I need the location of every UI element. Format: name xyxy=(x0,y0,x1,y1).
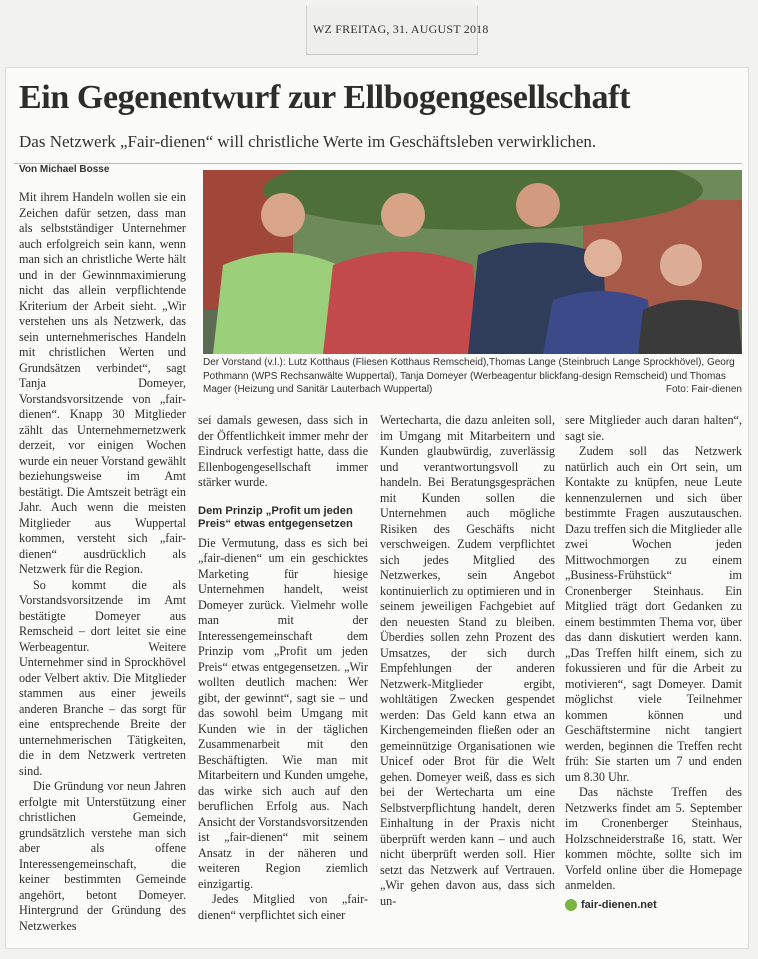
newspaper-header-tag xyxy=(306,6,489,55)
paragraph: Mit ihrem Handeln wollen sie ein Zeichen dafür setzen, dass man als selbstständiger Unternehmer auch erfolgreich sein kann, wenn man sich an christliche Werte hält und in der Gewinnmaximierung nicht das allein verpflichtende Kriterium der Arbeit sieht. „Wir verstehen uns als Netzwerk, das sein unternehmerisches Handeln mit christlichen Werten und Grundsätzen verbindet“, sagt Tanja Domeyer, Vorstandsvorsitzende von „fair-dienen“. Knapp 30 Mitglieder zählt das Unternehmernetzwerk derzeit, vor einigen Wochen wurde ein neuer Vorstand gewählt beziehungsweise im Amt bestätigt. Die Amtszeit beträgt ein Jahr. Auch wenn die meisten Mitglieder aus Wuppertal kommen, versteht sich „fair-dienen“ ausdrücklich als Netzwerk für die Region. xyxy=(19,190,186,576)
paragraph: sere Mitglieder auch daran halten“, sagt sie. xyxy=(565,413,742,443)
photo-illustration xyxy=(203,170,742,354)
paragraph: Wertecharta, die dazu anleiten soll, im Umgang mit Mitarbeitern und Kunden glaubwürdig, zuverlässig und verantwortungsvoll zu handeln. Bei Beratungsgesprächen mit Kunden sollen die Unternehmen auch mögliche Risiken des Geschäfts nicht verschweigen. Zudem verpflichtet sich jedes Mitglied des Netzwerkes, sein Angebot kontinuierlich zu optimieren und in seinem jeweiligen Fachgebiet auf den neuesten Stand zu bleiben. Überdies sollen zehn Prozent des Umsatzes, der sich durch Empfehlungen der anderen Netzwerk-Mitglieder ergibt, wohltätigen Zwecken gespendet werden: Das Geld kann etwa an Kirchengemeinden fließen oder an gemeinnützige Organisationen wie Unicef oder Brot für die Welt gehen. Domeyer weiß, dass es sich bei der Wertecharta um eine Selbstverpflichtung handelt, deren Einhaltung in der Praxis nicht überprüft werden kann – und auch nicht überprüft werden soll. Hier setzt das Netzwerk auf Vertrauen. „Wir gehen davon aus, dass sich un- xyxy=(380,413,555,908)
paragraph: sei damals gewesen, dass sich in der Öffentlichkeit immer mehr der Eindruck verfestigt hatte, dass die Ellenbogengesellschaft immer stärker wurde. xyxy=(198,413,368,489)
byline: Von Michael Bosse xyxy=(19,164,110,175)
paragraph: Die Vermutung, dass es sich bei „fair-dienen“ um ein geschicktes Marketing für hiesige Unternehmen handelt, weist Domeyer zurück. Vielmehr wolle man mit der Interessengemeinschaft dem Prinzip vom „Profit um jeden Preis“ etwas entgegensetzen. „Wir wollten deutlich machen: Wer gibt, der gewinnt“, sagt sie – und das sowohl beim Umgang mit Kunden wie in der täglichen Zusammenarbeit mit den Beschäftigten. Wie man mit Mitarbeitern und Kunden umgehe, das wirke sich auch auf den beruflichen Erfolg aus. Nach Ansicht der Vorstandsvorsitzenden ist „fair-dienen“ mit seinem Ansatz in der näheren und weiteren Region ziemlich einzigartig. xyxy=(198,535,368,891)
website-link[interactable] xyxy=(565,898,742,914)
paragraph: Das nächste Treffen des Netzwerks findet am 5. September im Cronenberger Steinhaus, Holzschneiderstraße 16, statt. Wer kommen möchte, sollte sich im Vorfeld online über die Homepage anmelden. xyxy=(565,785,742,892)
article-headline: Ein Gegenentwurf zur Ellbogengesellschaft xyxy=(19,79,631,116)
globe-icon xyxy=(565,899,577,911)
photo-caption-text: Der Vorstand (v.l.): Lutz Kotthaus (Fliesen Kotthaus Remscheid),Thomas Lange (Steinbruch Lange Sprockhövel), Georg Pothmann (WPS Rechsanwälte Wuppertal), Tanja Domeyer (Werbeagentur blickfang-design Remscheid) und Thomas Mager (Heizung und Sanitär Lauterbach Wuppertal) xyxy=(203,357,735,395)
text-column-2 xyxy=(198,413,368,923)
text-column-1 xyxy=(19,190,186,934)
paragraph: Zudem soll das Netzwerk natürlich auch ein Ort sein, um Kontakte zu knüpfen, neue Leute kennenzulernen und sich über bestimmte Fragen auszutauschen. Dazu treffen sich die Mitglieder alle zwei Wochen jeden Mittwochmorgen zu einem „Business-Frühstück“ im Cronenberger Steinhaus. Ein Mitglied trägt dort Gedanken zu einem bestimmten Thema vor, über das dann diskutiert werden kann. „Das Treffen hilft einem, sich zu fokussieren und für die Arbeit zu motivieren“, sagt Domeyer. Damit möglichst viele Teilnehmer kommen können und Geschäftstermine nicht tangiert werden, beginnen die Treffen recht früh: Sie starten um 7 und enden um 8.30 Uhr. xyxy=(565,444,742,784)
newspaper-date: WZ FREITAG, 31. AUGUST 2018 xyxy=(313,22,489,36)
text-column-4 xyxy=(565,413,742,913)
photo-caption xyxy=(203,356,742,397)
divider xyxy=(14,163,742,164)
text-column-3 xyxy=(380,413,555,909)
paragraph: So kommt die als Vorstandsvorsitzende im Amt bestätigte Domeyer aus Remscheid – dort leitet sie eine Werbeagentur. Weitere Unternehmer sind in Sprockhövel oder Velbert aktiv. Die Mitglieder stammen aus einer jeweils anderen Branche – das sorgt für eine entsprechende Breite der unternehmerischen Tätigkeiten, die in dem Netzwerk vertreten sind. xyxy=(19,577,186,778)
paragraph: Die Gründung vor neun Jahren erfolgte mit Unterstützung einer christlichen Gemeinde, grundsätzlich verstehe man sich aber als offene Interessengemeinschaft, die keiner bestimmten Gemeinde angehört, betont Domeyer. Hintergrund der Gründung des Netzwerkes xyxy=(19,779,186,933)
photo-credit: Foto: Fair-dienen xyxy=(665,384,742,395)
paragraph: Jedes Mitglied von „fair-dienen“ verpflichtet sich einer xyxy=(198,892,368,922)
section-subheading: Dem Prinzip „Profit um jeden Preis“ etwas entgegensetzen xyxy=(198,504,353,530)
board-group-photo xyxy=(203,170,742,354)
website-text: fair-dienen.net xyxy=(581,898,657,911)
article-subheadline: Das Netzwerk „Fair-dienen“ will christliche Werte im Geschäftsleben verwirklichen. xyxy=(19,132,597,151)
